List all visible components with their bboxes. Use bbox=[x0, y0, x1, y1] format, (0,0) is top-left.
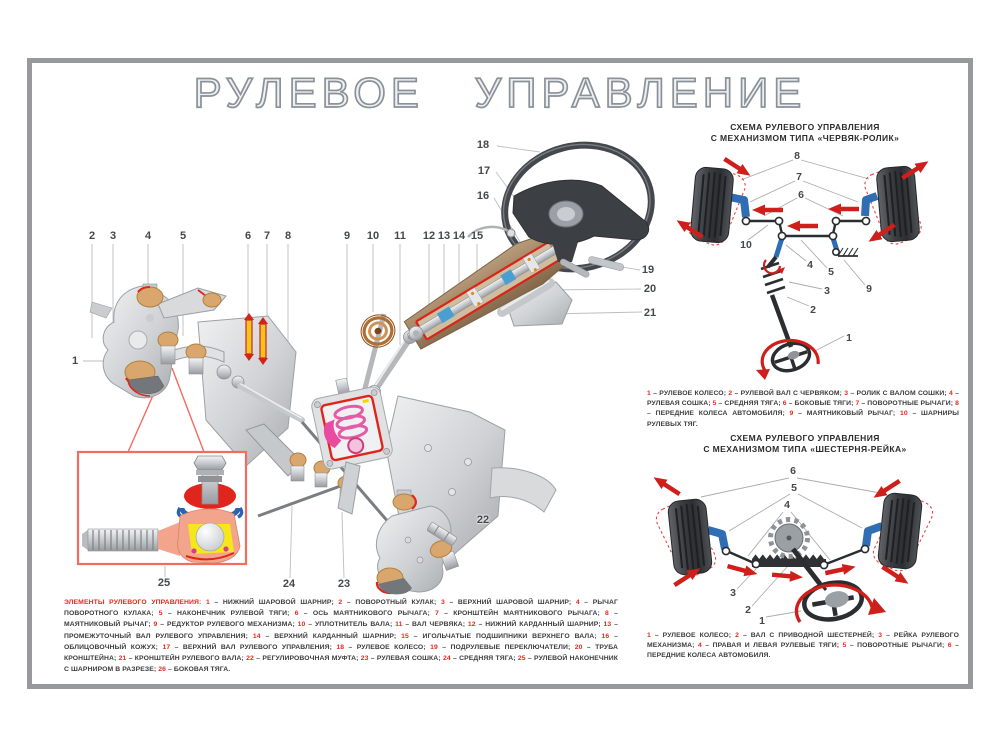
legend-item-number: 23 bbox=[360, 655, 369, 663]
legend-item-text: – БОКОВЫЕ ТЯГИ; bbox=[786, 400, 856, 408]
legend-item-number: 11 bbox=[395, 621, 403, 629]
part-callout-14: 14 bbox=[452, 230, 466, 242]
pitman-arm-schematic bbox=[776, 238, 782, 257]
pinion-gear bbox=[771, 520, 808, 557]
legend-item-number: 4 bbox=[697, 642, 702, 650]
schema1-legend bbox=[647, 389, 959, 430]
legend-item-text: – КРОНШТЕЙН МАЯТНИКОВОГО РЫЧАГА; bbox=[438, 610, 606, 618]
legend-item-number: 2 bbox=[728, 390, 733, 397]
legend-item-text: – ОСЬ МАЯТНИКОВОГО РЫЧАГА; bbox=[298, 610, 436, 618]
legend-item-text: – НИЖНИЙ ШАРОВОЙ ШАРНИР; bbox=[209, 599, 339, 606]
left-front-wheel-2 bbox=[667, 498, 713, 576]
schema2-title-line2: С МЕХАНИЗМОМ ТИПА «ШЕСТЕРНЯ-РЕЙКА» bbox=[703, 443, 907, 454]
legend-item-text: – ВЕРХНИЙ ШАРОВОЙ ШАРНИР; bbox=[444, 599, 576, 606]
legend-item-text: – ОБЛИЦОВОЧНЫЙ КОЖУХ; bbox=[64, 632, 618, 651]
legend-item-text: – РЫЧАГ ПОВОРОТНОГО КУЛАКА; bbox=[64, 599, 618, 618]
legend-item-number: 6 bbox=[782, 400, 787, 408]
legend-item-text: – ПРАВАЯ И ЛЕВАЯ РУЛЕВЫЕ ТЯГИ; bbox=[701, 642, 843, 650]
part-callout-4: 4 bbox=[807, 259, 813, 271]
legend-item-number: 20 bbox=[574, 643, 583, 651]
part-callout-22: 22 bbox=[476, 514, 490, 526]
legend-item-text: – РУЛЕВОЕ КОЛЕСО; bbox=[650, 390, 729, 397]
legend-item-number: 5 bbox=[712, 400, 717, 408]
part-callout-23: 23 bbox=[337, 578, 351, 590]
part-callout-5: 5 bbox=[791, 482, 797, 494]
legend-item-number: 9 bbox=[789, 410, 794, 418]
part-callout-20: 20 bbox=[643, 283, 657, 295]
legend-item-text: – ВЕРХНИЙ КАРДАННЫЙ ШАРНИР; bbox=[260, 632, 402, 640]
rotation-arrow-1-head bbox=[756, 369, 770, 380]
idler-mount-hatch bbox=[838, 248, 858, 256]
part-callout-18: 18 bbox=[476, 139, 490, 151]
part-callout-1: 1 bbox=[71, 355, 79, 367]
legend-item-text: – ИГОЛЬЧАТЫЕ ПОДШИПНИКИ ВЕРХНЕГО ВАЛА; bbox=[408, 632, 602, 640]
legend-item-number: 5 bbox=[158, 610, 163, 618]
part-callout-7: 7 bbox=[796, 171, 802, 183]
worm-shaft bbox=[761, 257, 791, 347]
clip-ring bbox=[507, 229, 515, 237]
legend-item-text: – РОЛИК С ВАЛОМ СОШКИ; bbox=[848, 390, 949, 397]
part-callout-24: 24 bbox=[282, 578, 296, 590]
part-callout-1: 1 bbox=[759, 615, 765, 627]
legend-item-number: 2 bbox=[735, 632, 740, 639]
legend-item-text: – РУЛЕВОЕ КОЛЕСО; bbox=[650, 632, 736, 639]
legend-item-number: 13 bbox=[603, 621, 612, 629]
part-callout-13: 13 bbox=[437, 230, 451, 242]
tie-rod-end-inset bbox=[78, 452, 246, 564]
legend-item-number: 1 bbox=[647, 390, 651, 397]
legend-item-text: – ВЕРХНИЙ ВАЛ РУЛЕВОГО УПРАВЛЕНИЯ; bbox=[170, 643, 337, 651]
part-callout-8: 8 bbox=[284, 230, 292, 242]
schema2-title bbox=[647, 433, 963, 454]
legend-item-text: – ШАРНИРЫ РУЛЕВЫХ ТЯГ. bbox=[647, 410, 960, 428]
legend-item-number: 15 bbox=[401, 632, 409, 640]
legend-item-number: 16 bbox=[601, 632, 610, 640]
schema1-worm-roller-diagram bbox=[674, 154, 932, 380]
legend-item-number: 4 bbox=[575, 599, 580, 606]
legend-item-number: 9 bbox=[153, 621, 158, 629]
legend-item-text: – РЕЙКА РУЛЕВОГО МЕХАНИЗМА; bbox=[647, 632, 959, 650]
part-callout-9: 9 bbox=[343, 230, 351, 242]
legend-item-text: – НИЖНИЙ КАРДАННЫЙ ШАРНИР; bbox=[475, 621, 604, 629]
legend-item-text: – РУЛЕВОЙ НАКОНЕЧНИК С ШАРНИРОМ В РАЗРЕЗЕ; bbox=[64, 655, 619, 674]
legend-item-text: – ПЕРЕДНИЕ КОЛЕСА АВТОМОБИЛЯ. bbox=[647, 642, 959, 660]
legend-item-text: – РЕГУЛИРОВОЧНАЯ МУФТА; bbox=[253, 655, 361, 663]
legend-item-text: – РУЛЕВАЯ СОШКА; bbox=[368, 655, 443, 663]
part-callout-3: 3 bbox=[730, 587, 736, 599]
legend-item-number: 6 bbox=[294, 610, 299, 618]
legend-item-number: 5 bbox=[842, 642, 847, 650]
part-callout-2: 2 bbox=[810, 304, 816, 316]
legend-intro: ЭЛЕМЕНТЫ РУЛЕВОГО УПРАВЛЕНИЯ: bbox=[64, 599, 206, 606]
part-callout-4: 4 bbox=[144, 230, 152, 242]
legend-item-number: 4 bbox=[948, 390, 953, 397]
legend-item-text: – РУЛЕВОЕ КОЛЕСО; bbox=[344, 643, 431, 651]
part-callout-3: 3 bbox=[109, 230, 117, 242]
schema1-title bbox=[647, 122, 963, 143]
legend-item-number: 3 bbox=[878, 632, 883, 639]
legend-item-text: – ПЕРЕДНИЕ КОЛЕСА АВТОМОБИЛЯ; bbox=[647, 410, 790, 418]
schema2-legend bbox=[647, 631, 959, 662]
right-front-wheel-2 bbox=[877, 492, 923, 570]
main-legend bbox=[64, 597, 618, 675]
part-callout-5: 5 bbox=[179, 230, 187, 242]
main-exploded-diagram bbox=[78, 129, 665, 594]
part-callout-11: 11 bbox=[394, 230, 406, 242]
legend-item-number: 10 bbox=[900, 410, 908, 418]
legend-item-number: 24 bbox=[442, 655, 451, 663]
legend-item-number: 1 bbox=[205, 599, 210, 606]
legend-item-number: 7 bbox=[435, 610, 439, 618]
legend-item-number: 8 bbox=[955, 400, 959, 408]
part-callout-2: 2 bbox=[745, 604, 751, 616]
legend-item-number: 7 bbox=[855, 400, 860, 408]
legend-item-text: – МАЯТНИКОВЫЙ РЫЧАГ; bbox=[793, 410, 900, 418]
legend-item-text: – ТРУБА КРОНШТЕЙНА; bbox=[64, 643, 618, 663]
legend-item-text: – ПОВОРОТНЫЕ РЫЧАГИ; bbox=[846, 642, 948, 650]
legend-item-text: – ВАЛ ЧЕРВЯКА; bbox=[402, 621, 468, 629]
part-callout-5: 5 bbox=[828, 266, 834, 278]
part-callout-6: 6 bbox=[798, 189, 804, 201]
legend-item-number: 6 bbox=[947, 642, 952, 650]
part-callout-25: 25 bbox=[157, 577, 171, 589]
legend-item-number: 14 bbox=[252, 632, 261, 640]
part-callout-8: 8 bbox=[794, 150, 800, 162]
part-callout-10: 10 bbox=[740, 239, 752, 251]
legend-item-text: – БОКОВАЯ ТЯГА. bbox=[166, 666, 231, 674]
schema2-rack-pinion-diagram bbox=[651, 473, 937, 624]
legend-item-text: – СРЕДНЯЯ ТЯГА; bbox=[716, 400, 783, 408]
legend-item-number: 12 bbox=[467, 621, 476, 629]
legend-item-number: 8 bbox=[605, 610, 609, 618]
legend-item-number: 18 bbox=[336, 643, 345, 651]
part-callout-16: 16 bbox=[476, 190, 490, 202]
part-callout-6: 6 bbox=[244, 230, 252, 242]
legend-item-number: 2 bbox=[338, 599, 343, 606]
part-callout-3: 3 bbox=[824, 285, 830, 297]
legend-item-number: 1 bbox=[647, 632, 651, 639]
legend-item-text: – МАЯТНИКОВЫЙ РЫЧАГ; bbox=[64, 610, 619, 629]
legend-item-text: – РЕДУКТОР РУЛЕВОГО МЕХАНИЗМА; bbox=[157, 621, 298, 629]
legend-item-text: – СРЕДНЯЯ ТЯГА; bbox=[450, 655, 518, 663]
part-callout-21: 21 bbox=[643, 307, 657, 319]
legend-item-number: 3 bbox=[844, 390, 849, 397]
schema1-title-line2: С МЕХАНИЗМОМ ТИПА «ЧЕРВЯК-РОЛИК» bbox=[710, 132, 900, 143]
shroud-wire-clip bbox=[468, 227, 508, 237]
part-callout-4: 4 bbox=[784, 499, 790, 511]
part-callout-7: 7 bbox=[263, 230, 271, 242]
legend-item-number: 17 bbox=[162, 643, 171, 651]
part-callout-1: 1 bbox=[846, 332, 852, 344]
part-callout-9: 9 bbox=[866, 283, 872, 295]
part-callout-6: 6 bbox=[790, 465, 796, 477]
schema1-title-line1: СХЕМА РУЛЕВОГО УПРАВЛЕНИЯ bbox=[730, 122, 880, 132]
page-title: РУЛЕВОЕ УПРАВЛЕНИЕ bbox=[193, 69, 807, 116]
schema2-title-line1: СХЕМА РУЛЕВОГО УПРАВЛЕНИЯ bbox=[730, 433, 880, 443]
legend-item-text: – КРОНШТЕЙН РУЛЕВОГО ВАЛА; bbox=[126, 655, 247, 663]
part-callout-10: 10 bbox=[366, 230, 380, 242]
legend-item-number: 26 bbox=[158, 666, 167, 674]
legend-item-text: – ПОВОРОТНЫЕ РЫЧАГИ; bbox=[859, 400, 956, 408]
legend-item-text: – ВАЛ С ПРИВОДНОЙ ШЕСТЕРНЕЙ; bbox=[739, 632, 879, 639]
shaft-seal-ring bbox=[357, 310, 400, 352]
legend-item-number: 3 bbox=[441, 599, 445, 606]
legend-item-text: – НАКОНЕЧНИК РУЛЕВОЙ ТЯГИ; bbox=[162, 610, 295, 618]
legend-item-text: – РУЛЕВАЯ СОШКА; bbox=[647, 390, 959, 408]
legend-item-number: 19 bbox=[430, 643, 438, 651]
part-callout-2: 2 bbox=[88, 230, 96, 242]
legend-item-text: – УПЛОТНИТЕЛЬ ВАЛА; bbox=[305, 621, 396, 629]
legend-item-number: 22 bbox=[246, 655, 254, 663]
legend-item-number: 10 bbox=[297, 621, 306, 629]
part-callout-12: 12 bbox=[422, 230, 436, 242]
part-callout-17: 17 bbox=[477, 165, 491, 177]
part-callout-19: 19 bbox=[641, 264, 655, 276]
part-callout-15: 15 bbox=[470, 230, 484, 242]
legend-item-number: 21 bbox=[118, 655, 127, 663]
legend-item-text: – ПОДРУЛЕВЫЕ ПЕРЕКЛЮЧАТЕЛИ; bbox=[437, 643, 575, 651]
legend-item-text: – РУЛЕВОЙ ВАЛ С ЧЕРВЯКОМ; bbox=[732, 390, 845, 397]
legend-item-number: 25 bbox=[517, 655, 526, 663]
legend-item-text: – ПРОМЕЖУТОЧНЫЙ ВАЛ РУЛЕВОГО УПРАВЛЕНИЯ; bbox=[64, 621, 618, 640]
legend-item-text: – ПОВОРОТНЫЙ КУЛАК; bbox=[342, 599, 441, 606]
